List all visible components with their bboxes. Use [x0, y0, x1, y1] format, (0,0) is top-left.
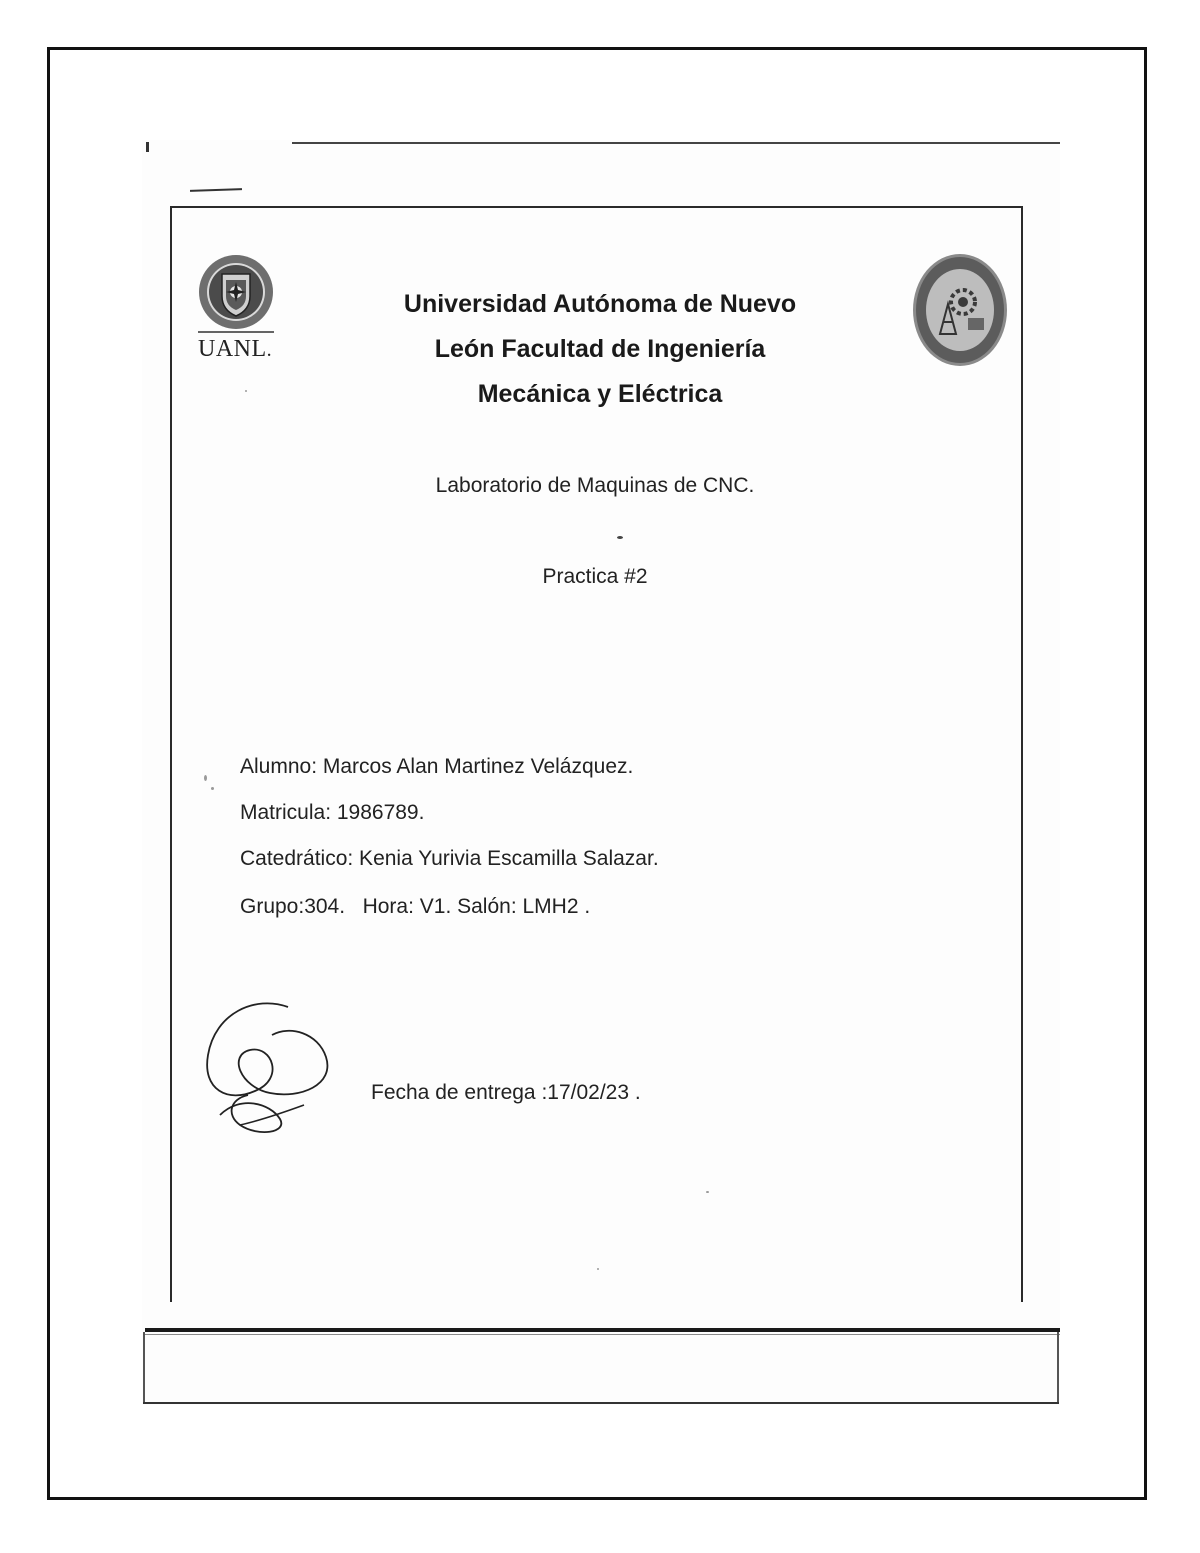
uanl-wordmark-text: UANL: [198, 336, 267, 362]
group-line: Grupo:304. Hora: V1. Salón: LMH2 .: [240, 895, 591, 918]
scan-left-edge: [143, 1332, 145, 1404]
uanl-wordmark-dot: .: [266, 339, 273, 361]
signature-scribble: [200, 995, 340, 1140]
scan-right-edge: [1057, 1332, 1059, 1404]
university-line-2: León Facultad de Ingeniería: [434, 335, 766, 363]
scan-speck: [204, 775, 207, 781]
university-title: [330, 282, 870, 417]
inner-frame-top: [171, 206, 1023, 208]
inner-frame-left: [170, 206, 172, 1302]
scan-top-edge: [292, 142, 1060, 144]
id-line: Matricula: 1986789.: [240, 801, 425, 824]
scan-speck: [597, 1268, 599, 1270]
practice-number: Practica #2: [542, 565, 648, 588]
teacher-line: Catedrático: Kenia Yurivia Escamilla Salazar.: [240, 847, 659, 870]
fime-seal-icon: [910, 252, 1010, 370]
scan-bottom-fold: [145, 1328, 1060, 1332]
scan-speck: [245, 390, 247, 392]
university-line-3: Mecánica y Eléctrica: [477, 380, 723, 408]
scan-speck: [211, 787, 214, 790]
scan-bottom-fold-shadow: [145, 1334, 1060, 1335]
inner-frame-right: [1021, 206, 1023, 1302]
student-line: Alumno: Marcos Alan Martinez Velázquez.: [240, 755, 634, 778]
delivery-date: Fecha de entrega :17/02/23 .: [371, 1081, 641, 1104]
scan-bottom-edge: [143, 1402, 1059, 1404]
scan-speck: [706, 1191, 709, 1193]
scan-speck: [617, 536, 623, 539]
university-line-1: Universidad Autónoma de Nuevo: [403, 290, 797, 318]
scan-mark-top-left: [146, 142, 149, 152]
lab-name: Laboratorio de Maquinas de CNC.: [435, 474, 755, 497]
uanl-wordmark: [198, 336, 272, 363]
